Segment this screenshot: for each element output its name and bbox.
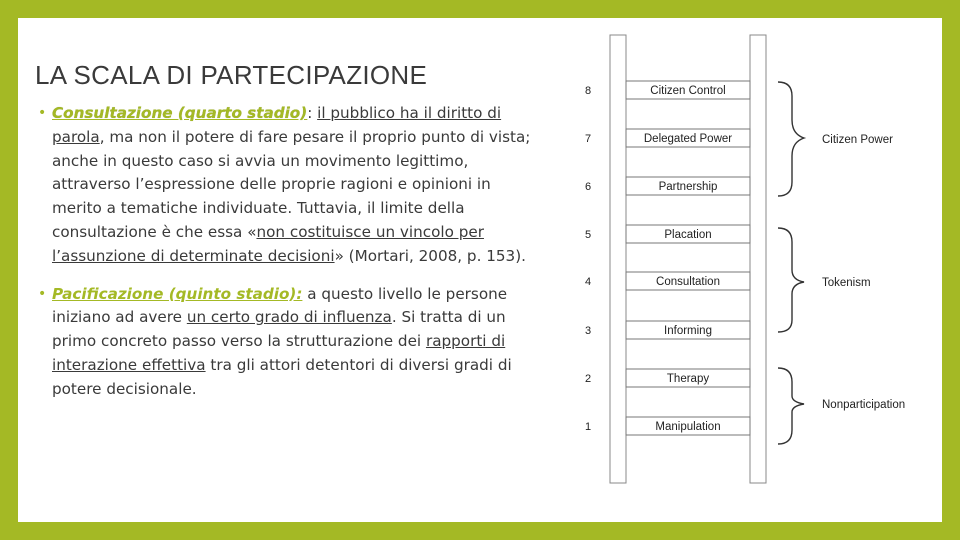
rung-number: 1 [584, 421, 592, 433]
bullet-text: , ma non il potere di fare pesare il proprio punto di vista; anche in questo caso si avvia un movimento legittimo, attraverso l’espressione delle proprie ragioni e opinioni in merito a tematiche individuate. Tuttavia, il limite della consultazione è che essa « [52, 127, 531, 241]
bullet-dot-icon: • [38, 285, 47, 302]
underlined-phrase: rapporti di interazione effettiva [52, 332, 506, 374]
bullet-text: tra gli attori detentori di diversi gradi di potere decisionale. [52, 355, 512, 398]
rung-number: 2 [584, 373, 592, 385]
rung-label: Delegated Power [643, 133, 733, 145]
rung-number: 6 [584, 181, 592, 193]
bullet-dot-icon: • [38, 105, 47, 121]
underlined-phrase: non costituisce un vincolo per l’assunzione di determinate decisioni [52, 222, 484, 265]
rung-label: Therapy [666, 373, 710, 385]
rung-label: Manipulation [655, 421, 721, 433]
ladder-right-rail [750, 35, 766, 483]
slide-title: LA SCALA DI PARTECIPAZIONE [35, 60, 428, 90]
bullet-pacificazione [38, 283, 543, 402]
bullet-text: » (Mortari, 2008, p. 153). [334, 246, 526, 265]
rung-number: 7 [584, 133, 592, 145]
rung-label: Placation [664, 229, 712, 241]
underlined-phrase: il pubblico ha il diritto di parola [52, 104, 502, 146]
group-label: Citizen Power [822, 134, 893, 146]
rung-number: 3 [584, 325, 592, 337]
brace-citizen-power [778, 82, 804, 196]
bullet-text: a questo livello le persone iniziano ad avere [52, 284, 508, 327]
rung-label: Consultation [656, 276, 720, 288]
ladder-of-participation-diagram [560, 18, 940, 488]
bullet-term: Pacificazione (quinto stadio): [52, 284, 303, 303]
slide-body [38, 102, 543, 402]
rung-label: Informing [664, 325, 712, 337]
bullet-text: : [307, 104, 318, 122]
underlined-phrase: un certo grado di influenza [186, 308, 392, 327]
rung-number: 5 [584, 229, 592, 241]
group-label: Nonparticipation [822, 399, 906, 411]
bullet-term: Consultazione (quarto stadio) [52, 104, 308, 122]
ladder-left-rail [610, 35, 626, 483]
rung-number: 4 [584, 276, 592, 288]
brace-tokenism [778, 228, 804, 332]
group-label: Tokenism [822, 277, 871, 289]
bullet-text: . Si tratta di un primo concreto passo verso la strutturazione dei [52, 308, 506, 351]
rung-number: 8 [584, 85, 592, 97]
brace-nonparticipation [778, 368, 804, 444]
bullet-consultazione [38, 102, 543, 269]
rung-label: Partnership [658, 181, 718, 193]
rung-label: Citizen Control [650, 85, 726, 97]
